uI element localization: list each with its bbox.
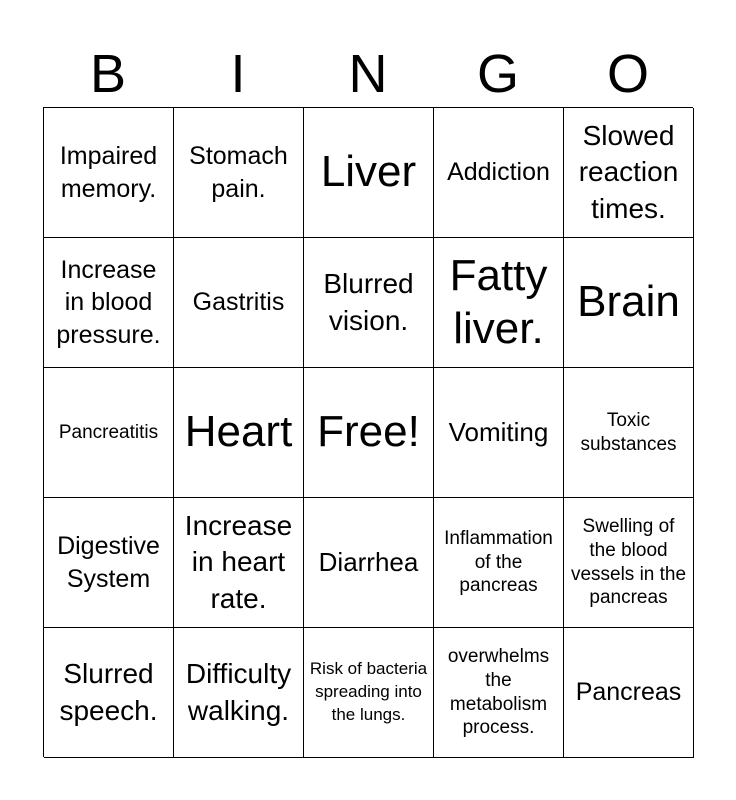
bingo-cell[interactable]: overwhelms the metabolism process. <box>434 628 564 758</box>
bingo-cell[interactable]: Increase in heart rate. <box>174 498 304 628</box>
bingo-cell[interactable]: Increase in blood pressure. <box>44 238 174 368</box>
bingo-cell[interactable]: Brain <box>564 238 694 368</box>
header-letter-n: N <box>348 44 388 104</box>
bingo-cell[interactable]: Addiction <box>434 108 564 238</box>
bingo-cell[interactable]: Vomiting <box>434 368 564 498</box>
bingo-cell[interactable]: Impaired memory. <box>44 108 174 238</box>
bingo-cell[interactable]: Diarrhea <box>304 498 434 628</box>
bingo-cell[interactable]: Swelling of the blood vessels in the pancreas <box>564 498 694 628</box>
bingo-cell[interactable]: Liver <box>304 108 434 238</box>
bingo-cell[interactable]: Slurred speech. <box>44 628 174 758</box>
bingo-cell[interactable]: Heart <box>174 368 304 498</box>
bingo-cell[interactable]: Difficulty walking. <box>174 628 304 758</box>
bingo-cell[interactable]: Pancreatitis <box>44 368 174 498</box>
bingo-cell-free[interactable]: Free! <box>304 368 434 498</box>
bingo-cell[interactable]: Risk of bacteria spreading into the lungs. <box>304 628 434 758</box>
bingo-cell[interactable]: Pancreas <box>564 628 694 758</box>
bingo-cell[interactable]: Stomach pain. <box>174 108 304 238</box>
bingo-cell[interactable]: Inflammation of the pancreas <box>434 498 564 628</box>
header-letter-o: O <box>606 44 649 104</box>
bingo-cell[interactable]: Toxic substances <box>564 368 694 498</box>
bingo-cell[interactable]: Digestive System <box>44 498 174 628</box>
bingo-header <box>43 40 693 108</box>
bingo-cell[interactable]: Slowed reaction times. <box>564 108 694 238</box>
bingo-cell[interactable]: Blurred vision. <box>304 238 434 368</box>
bingo-cell[interactable]: Gastritis <box>174 238 304 368</box>
header-letter-b: B <box>89 44 127 104</box>
header-letter-g: G <box>476 44 519 104</box>
bingo-cell[interactable]: Fatty liver. <box>434 238 564 368</box>
bingo-board <box>43 107 693 757</box>
header-letter-i: I <box>230 44 246 104</box>
